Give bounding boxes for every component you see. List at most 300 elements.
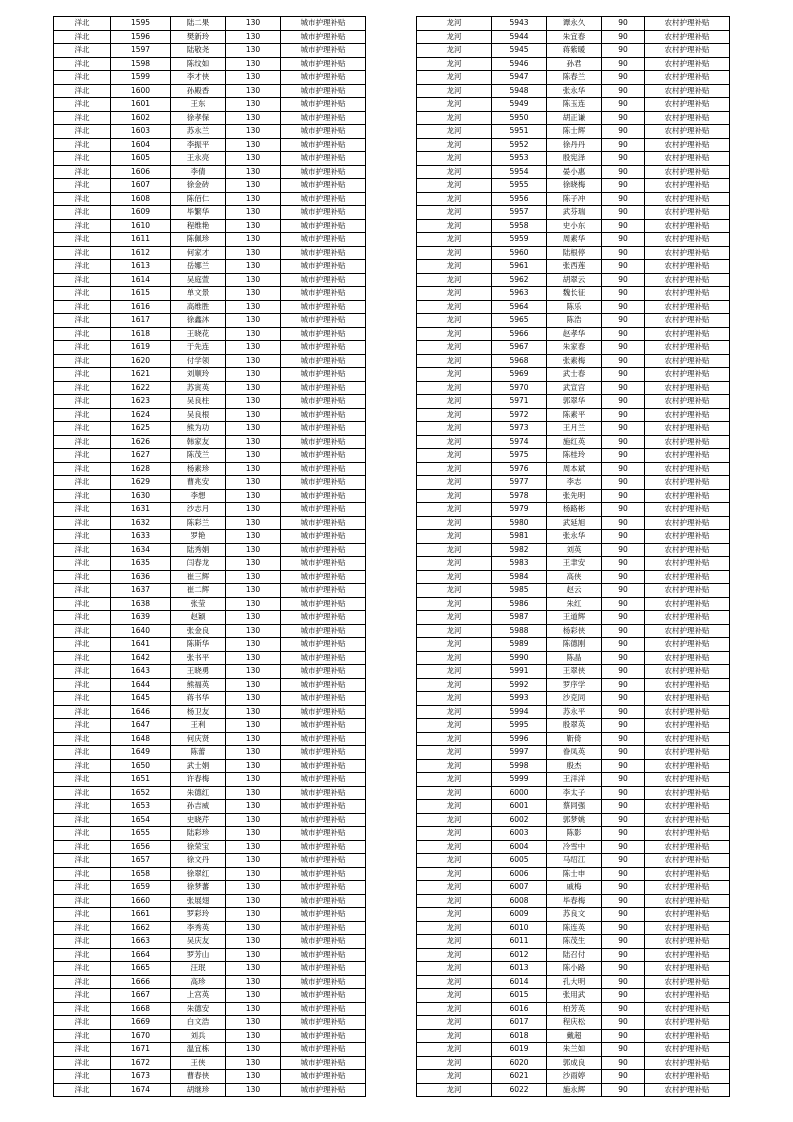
table-row	[417, 1016, 730, 1030]
type-cell: 城市护理补贴	[281, 894, 366, 908]
amount-cell: 90	[602, 651, 645, 665]
region-cell: 龙河	[417, 854, 492, 868]
id-cell: 5973	[492, 422, 547, 436]
type-cell: 农村护理补贴	[645, 1056, 730, 1070]
type-cell: 农村护理补贴	[645, 1070, 730, 1084]
region-cell: 洋北	[54, 246, 111, 260]
amount-cell: 130	[226, 219, 281, 233]
name-cell: 胡翠云	[547, 273, 602, 287]
type-cell: 农村护理补贴	[645, 867, 730, 881]
name-cell: 程维艳	[171, 219, 226, 233]
amount-cell: 130	[226, 557, 281, 571]
name-cell: 朱宜春	[547, 30, 602, 44]
name-cell: 吴庭萱	[171, 273, 226, 287]
amount-cell: 90	[602, 422, 645, 436]
name-cell: 熊福英	[171, 678, 226, 692]
table-row	[54, 1002, 366, 1016]
table-row	[417, 84, 730, 98]
table-row	[417, 476, 730, 490]
type-cell: 城市护理补贴	[281, 1043, 366, 1057]
id-cell: 5986	[492, 597, 547, 611]
id-cell: 5977	[492, 476, 547, 490]
table-row	[54, 530, 366, 544]
name-cell: 刘英	[547, 543, 602, 557]
type-cell: 城市护理补贴	[281, 17, 366, 31]
type-cell: 农村护理补贴	[645, 516, 730, 530]
region-cell: 龙河	[417, 1070, 492, 1084]
table-row	[417, 1002, 730, 1016]
id-cell: 5959	[492, 233, 547, 247]
id-cell: 1624	[111, 408, 171, 422]
name-cell: 朱兰如	[547, 1043, 602, 1057]
name-cell: 杨彩侠	[547, 624, 602, 638]
id-cell: 6007	[492, 881, 547, 895]
name-cell: 陈小路	[547, 962, 602, 976]
region-cell: 洋北	[54, 692, 111, 706]
amount-cell: 90	[602, 381, 645, 395]
table-row	[417, 273, 730, 287]
type-cell: 农村护理补贴	[645, 719, 730, 733]
name-cell: 王道辉	[547, 611, 602, 625]
region-cell: 龙河	[417, 543, 492, 557]
table-row	[417, 179, 730, 193]
amount-cell: 130	[226, 854, 281, 868]
amount-cell: 130	[226, 840, 281, 854]
region-cell: 洋北	[54, 165, 111, 179]
table-row	[54, 584, 366, 598]
region-cell: 洋北	[54, 489, 111, 503]
amount-cell: 90	[602, 1002, 645, 1016]
region-cell: 洋北	[54, 867, 111, 881]
id-cell: 1625	[111, 422, 171, 436]
id-cell: 5985	[492, 584, 547, 598]
type-cell: 农村护理补贴	[645, 125, 730, 139]
id-cell: 1622	[111, 381, 171, 395]
region-cell: 洋北	[54, 746, 111, 760]
name-cell: 施永辉	[547, 1083, 602, 1097]
amount-cell: 130	[226, 624, 281, 638]
amount-cell: 90	[602, 152, 645, 166]
amount-cell: 90	[602, 1043, 645, 1057]
id-cell: 5960	[492, 246, 547, 260]
region-cell: 龙河	[417, 597, 492, 611]
type-cell: 城市护理补贴	[281, 611, 366, 625]
name-cell: 蒋紫暖	[547, 44, 602, 58]
type-cell: 城市护理补贴	[281, 624, 366, 638]
region-cell: 龙河	[417, 125, 492, 139]
amount-cell: 90	[602, 57, 645, 71]
amount-cell: 130	[226, 719, 281, 733]
region-cell: 洋北	[54, 719, 111, 733]
amount-cell: 130	[226, 611, 281, 625]
type-cell: 城市护理补贴	[281, 435, 366, 449]
region-cell: 洋北	[54, 1083, 111, 1097]
id-cell: 5999	[492, 773, 547, 787]
region-cell: 龙河	[417, 395, 492, 409]
region-cell: 龙河	[417, 989, 492, 1003]
type-cell: 农村护理补贴	[645, 30, 730, 44]
region-cell: 洋北	[54, 260, 111, 274]
table-row	[417, 840, 730, 854]
amount-cell: 90	[602, 854, 645, 868]
type-cell: 城市护理补贴	[281, 1070, 366, 1084]
region-cell: 洋北	[54, 773, 111, 787]
region-cell: 洋北	[54, 894, 111, 908]
id-cell: 6001	[492, 800, 547, 814]
table-row	[54, 165, 366, 179]
id-cell: 1602	[111, 111, 171, 125]
table-row	[417, 233, 730, 247]
id-cell: 1637	[111, 584, 171, 598]
table-row	[54, 867, 366, 881]
region-cell: 龙河	[417, 422, 492, 436]
table-row	[417, 570, 730, 584]
id-cell: 1632	[111, 516, 171, 530]
type-cell: 农村护理补贴	[645, 260, 730, 274]
table-row	[54, 732, 366, 746]
id-cell: 1633	[111, 530, 171, 544]
table-row	[417, 827, 730, 841]
id-cell: 1651	[111, 773, 171, 787]
table-row	[54, 219, 366, 233]
name-cell: 谭永久	[547, 17, 602, 31]
name-cell: 周素华	[547, 233, 602, 247]
amount-cell: 90	[602, 341, 645, 355]
region-cell: 洋北	[54, 408, 111, 422]
name-cell: 徐丹丹	[547, 138, 602, 152]
type-cell: 城市护理补贴	[281, 462, 366, 476]
table-row	[54, 17, 366, 31]
type-cell: 农村护理补贴	[645, 449, 730, 463]
id-cell: 1616	[111, 300, 171, 314]
region-cell: 洋北	[54, 84, 111, 98]
table-row	[417, 111, 730, 125]
id-cell: 1634	[111, 543, 171, 557]
id-cell: 1599	[111, 71, 171, 85]
type-cell: 城市护理补贴	[281, 638, 366, 652]
id-cell: 6014	[492, 975, 547, 989]
region-cell: 洋北	[54, 368, 111, 382]
name-cell: 崔二辉	[171, 584, 226, 598]
id-cell: 1626	[111, 435, 171, 449]
amount-cell: 90	[602, 206, 645, 220]
table-row	[417, 921, 730, 935]
type-cell: 农村护理补贴	[645, 300, 730, 314]
amount-cell: 130	[226, 462, 281, 476]
type-cell: 城市护理补贴	[281, 530, 366, 544]
name-cell: 陆召付	[547, 948, 602, 962]
region-cell: 洋北	[54, 503, 111, 517]
type-cell: 城市护理补贴	[281, 813, 366, 827]
id-cell: 5984	[492, 570, 547, 584]
amount-cell: 90	[602, 746, 645, 760]
id-cell: 1636	[111, 570, 171, 584]
table-row	[54, 962, 366, 976]
table-row	[417, 300, 730, 314]
region-cell: 龙河	[417, 273, 492, 287]
region-cell: 洋北	[54, 476, 111, 490]
id-cell: 1656	[111, 840, 171, 854]
id-cell: 1658	[111, 867, 171, 881]
id-cell: 1620	[111, 354, 171, 368]
id-cell: 1669	[111, 1016, 171, 1030]
table-row	[54, 341, 366, 355]
region-cell: 洋北	[54, 273, 111, 287]
name-cell: 眷凤英	[547, 746, 602, 760]
name-cell: 沙志月	[171, 503, 226, 517]
type-cell: 农村护理补贴	[645, 462, 730, 476]
id-cell: 5969	[492, 368, 547, 382]
id-cell: 5972	[492, 408, 547, 422]
type-cell: 城市护理补贴	[281, 44, 366, 58]
amount-cell: 90	[602, 989, 645, 1003]
name-cell: 王晓勇	[171, 665, 226, 679]
type-cell: 农村护理补贴	[645, 57, 730, 71]
table-row	[417, 854, 730, 868]
amount-cell: 90	[602, 327, 645, 341]
type-cell: 农村护理补贴	[645, 476, 730, 490]
id-cell: 1667	[111, 989, 171, 1003]
table-row	[54, 84, 366, 98]
region-cell: 龙河	[417, 881, 492, 895]
amount-cell: 130	[226, 71, 281, 85]
name-cell: 吴庆友	[171, 935, 226, 949]
amount-cell: 90	[602, 1016, 645, 1030]
type-cell: 城市护理补贴	[281, 381, 366, 395]
id-cell: 6020	[492, 1056, 547, 1070]
type-cell: 城市护理补贴	[281, 489, 366, 503]
region-cell: 龙河	[417, 233, 492, 247]
amount-cell: 130	[226, 206, 281, 220]
region-cell: 洋北	[54, 71, 111, 85]
amount-cell: 90	[602, 125, 645, 139]
amount-cell: 90	[602, 1029, 645, 1043]
name-cell: 沙雨婷	[547, 1070, 602, 1084]
table-row	[417, 138, 730, 152]
type-cell: 城市护理补贴	[281, 665, 366, 679]
region-cell: 洋北	[54, 395, 111, 409]
name-cell: 陆彩珍	[171, 827, 226, 841]
region-cell: 洋北	[54, 921, 111, 935]
name-cell: 徐荣宝	[171, 840, 226, 854]
region-cell: 龙河	[417, 381, 492, 395]
table-row	[417, 867, 730, 881]
name-cell: 李秀英	[171, 921, 226, 935]
id-cell: 1617	[111, 314, 171, 328]
name-cell: 孙殿香	[171, 84, 226, 98]
name-cell: 柏芳英	[547, 1002, 602, 1016]
table-row	[417, 17, 730, 31]
table-row	[417, 638, 730, 652]
amount-cell: 90	[602, 1083, 645, 1097]
amount-cell: 130	[226, 638, 281, 652]
table-row	[417, 678, 730, 692]
region-cell: 洋北	[54, 341, 111, 355]
name-cell: 孔大明	[547, 975, 602, 989]
id-cell: 1601	[111, 98, 171, 112]
type-cell: 农村护理补贴	[645, 354, 730, 368]
region-cell: 龙河	[417, 287, 492, 301]
table-row	[417, 462, 730, 476]
name-cell: 张展翅	[171, 894, 226, 908]
table-row	[54, 327, 366, 341]
type-cell: 农村护理补贴	[645, 381, 730, 395]
region-cell: 洋北	[54, 125, 111, 139]
amount-cell: 90	[602, 17, 645, 31]
name-cell: 毕春梅	[547, 894, 602, 908]
table-row	[54, 543, 366, 557]
id-cell: 1635	[111, 557, 171, 571]
name-cell: 徐晓梅	[547, 179, 602, 193]
table-row	[54, 881, 366, 895]
amount-cell: 90	[602, 543, 645, 557]
table-row	[417, 192, 730, 206]
table-row	[54, 854, 366, 868]
type-cell: 城市护理补贴	[281, 1083, 366, 1097]
name-cell: 吴良柱	[171, 395, 226, 409]
amount-cell: 90	[602, 786, 645, 800]
type-cell: 城市护理补贴	[281, 854, 366, 868]
name-cell: 陈乐	[547, 300, 602, 314]
table-row	[54, 152, 366, 166]
id-cell: 1604	[111, 138, 171, 152]
region-cell: 洋北	[54, 543, 111, 557]
amount-cell: 90	[602, 570, 645, 584]
region-cell: 洋北	[54, 570, 111, 584]
region-cell: 洋北	[54, 516, 111, 530]
region-cell: 龙河	[417, 867, 492, 881]
type-cell: 城市护理补贴	[281, 395, 366, 409]
amount-cell: 130	[226, 57, 281, 71]
amount-cell: 90	[602, 611, 645, 625]
amount-cell: 90	[602, 1056, 645, 1070]
type-cell: 城市护理补贴	[281, 368, 366, 382]
name-cell: 何家才	[171, 246, 226, 260]
name-cell: 蒋书华	[171, 692, 226, 706]
table-row	[417, 314, 730, 328]
table-row	[54, 705, 366, 719]
amount-cell: 90	[602, 449, 645, 463]
id-cell: 1671	[111, 1043, 171, 1057]
name-cell: 陈茂生	[547, 935, 602, 949]
region-cell: 龙河	[417, 759, 492, 773]
region-cell: 洋北	[54, 354, 111, 368]
region-cell: 龙河	[417, 962, 492, 976]
id-cell: 5980	[492, 516, 547, 530]
region-cell: 洋北	[54, 1016, 111, 1030]
region-cell: 龙河	[417, 746, 492, 760]
type-cell: 农村护理补贴	[645, 17, 730, 31]
region-cell: 龙河	[417, 246, 492, 260]
name-cell: 曹兆安	[171, 476, 226, 490]
type-cell: 农村护理补贴	[645, 138, 730, 152]
type-cell: 农村护理补贴	[645, 989, 730, 1003]
region-cell: 洋北	[54, 57, 111, 71]
region-cell: 龙河	[417, 260, 492, 274]
type-cell: 农村护理补贴	[645, 773, 730, 787]
name-cell: 徐孝保	[171, 111, 226, 125]
id-cell: 5943	[492, 17, 547, 31]
region-cell: 洋北	[54, 422, 111, 436]
region-cell: 洋北	[54, 111, 111, 125]
id-cell: 1653	[111, 800, 171, 814]
name-cell: 单文景	[171, 287, 226, 301]
id-cell: 1631	[111, 503, 171, 517]
table-row	[417, 1056, 730, 1070]
type-cell: 农村护理补贴	[645, 206, 730, 220]
name-cell: 苏良文	[547, 908, 602, 922]
table-row	[54, 1043, 366, 1057]
table-row	[417, 246, 730, 260]
amount-cell: 130	[226, 786, 281, 800]
amount-cell: 90	[602, 300, 645, 314]
name-cell: 陈蕾	[171, 746, 226, 760]
region-cell: 龙河	[417, 1029, 492, 1043]
name-cell: 张先明	[547, 489, 602, 503]
name-cell: 马绍江	[547, 854, 602, 868]
region-cell: 洋北	[54, 908, 111, 922]
type-cell: 农村护理补贴	[645, 975, 730, 989]
table-row	[54, 138, 366, 152]
type-cell: 农村护理补贴	[645, 327, 730, 341]
name-cell: 徐鑫沐	[171, 314, 226, 328]
region-cell: 洋北	[54, 759, 111, 773]
region-cell: 龙河	[417, 462, 492, 476]
type-cell: 农村护理补贴	[645, 368, 730, 382]
amount-cell: 130	[226, 759, 281, 773]
table-row	[417, 894, 730, 908]
type-cell: 农村护理补贴	[645, 665, 730, 679]
id-cell: 1641	[111, 638, 171, 652]
region-cell: 龙河	[417, 341, 492, 355]
region-cell: 龙河	[417, 719, 492, 733]
region-cell: 龙河	[417, 611, 492, 625]
name-cell: 陆二果	[171, 17, 226, 31]
id-cell: 5952	[492, 138, 547, 152]
id-cell: 1668	[111, 1002, 171, 1016]
amount-cell: 90	[602, 962, 645, 976]
amount-cell: 130	[226, 368, 281, 382]
region-cell: 龙河	[417, 624, 492, 638]
amount-cell: 90	[602, 1070, 645, 1084]
name-cell: 陈佩珍	[171, 233, 226, 247]
region-cell: 龙河	[417, 165, 492, 179]
amount-cell: 90	[602, 435, 645, 449]
amount-cell: 90	[602, 597, 645, 611]
type-cell: 农村护理补贴	[645, 948, 730, 962]
region-cell: 洋北	[54, 1056, 111, 1070]
id-cell: 5962	[492, 273, 547, 287]
id-cell: 1663	[111, 935, 171, 949]
amount-cell: 130	[226, 354, 281, 368]
amount-cell: 90	[602, 908, 645, 922]
name-cell: 殷翠英	[547, 719, 602, 733]
table-row	[417, 543, 730, 557]
name-cell: 岳娜兰	[171, 260, 226, 274]
table-row	[417, 746, 730, 760]
name-cell: 殷杰	[547, 759, 602, 773]
table-row	[417, 935, 730, 949]
table-row	[54, 557, 366, 571]
type-cell: 城市护理补贴	[281, 179, 366, 193]
region-cell: 龙河	[417, 516, 492, 530]
id-cell: 1649	[111, 746, 171, 760]
type-cell: 农村护理补贴	[645, 1083, 730, 1097]
id-cell: 1650	[111, 759, 171, 773]
id-cell: 1596	[111, 30, 171, 44]
id-cell: 6003	[492, 827, 547, 841]
id-cell: 6011	[492, 935, 547, 949]
